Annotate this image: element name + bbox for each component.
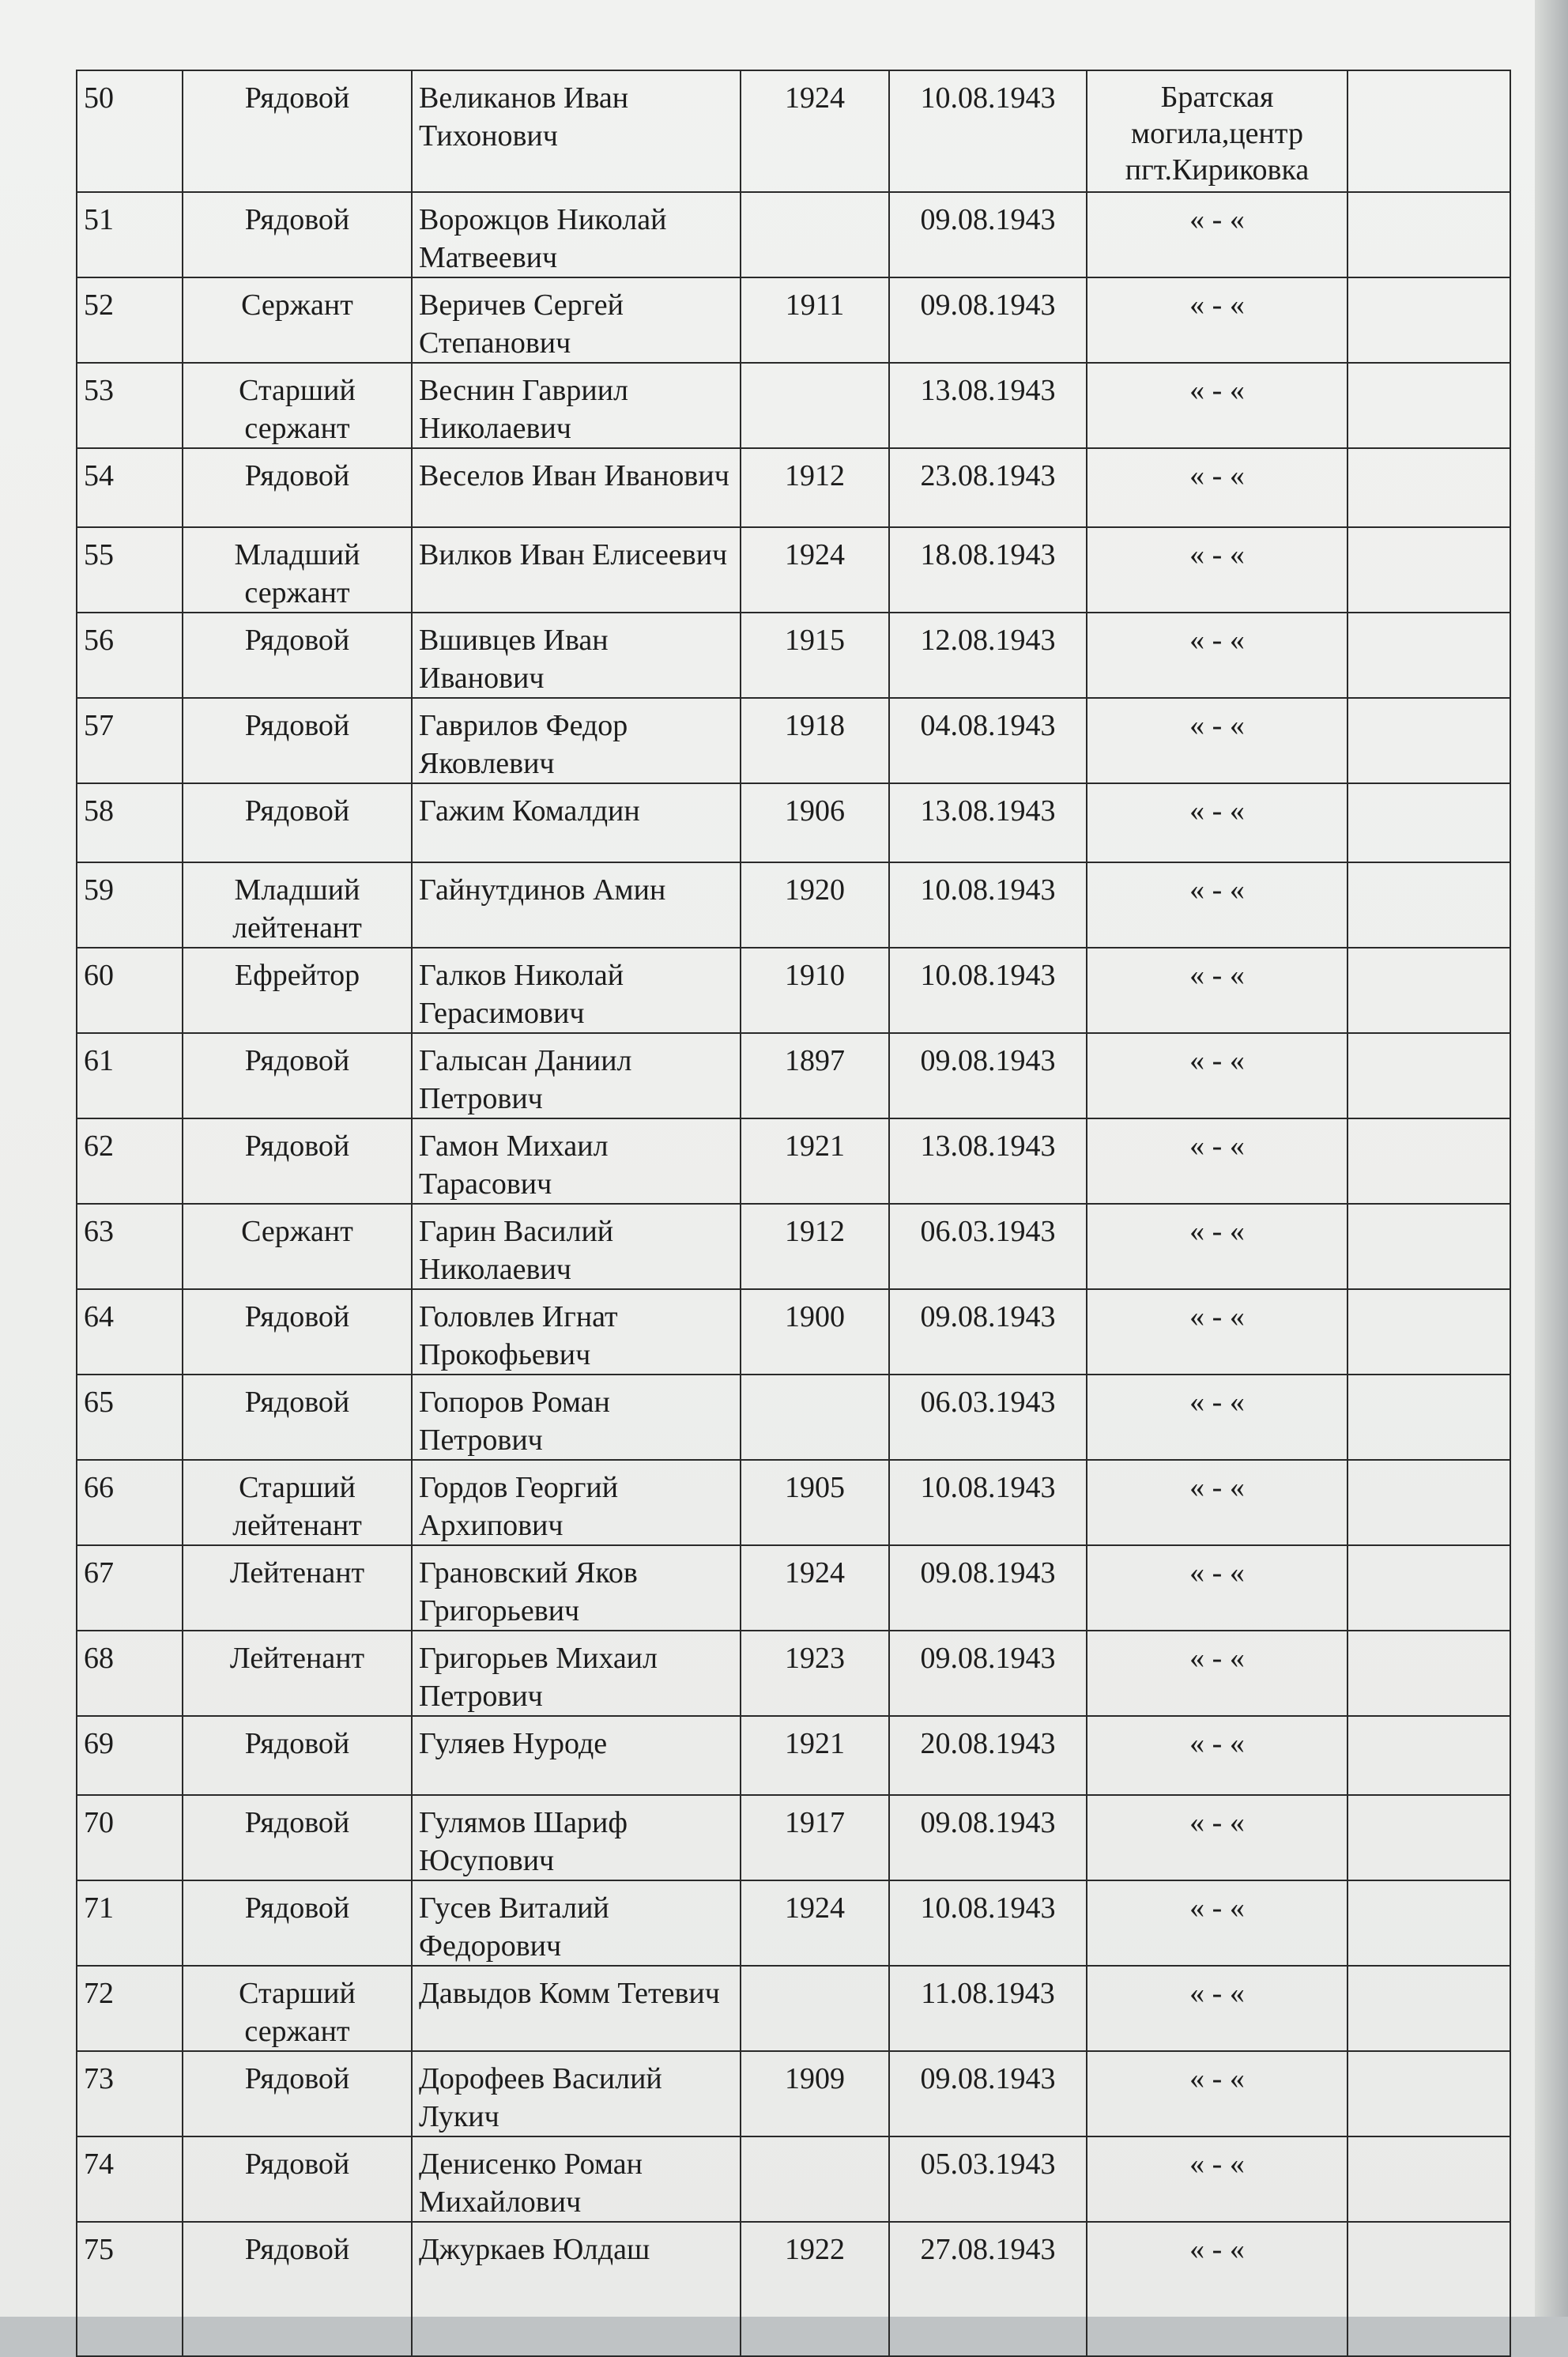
rank-cell: Младший сержант — [183, 527, 412, 613]
row-number: 57 — [77, 698, 183, 783]
notes-cell — [1348, 862, 1510, 948]
notes-cell — [1348, 1880, 1510, 1966]
birth-year-cell: 1924 — [741, 70, 889, 192]
name-cell: Великанов Иван Тихонович — [412, 70, 741, 192]
burial-place-cell: « - « — [1087, 192, 1348, 277]
burial-place-cell: « - « — [1087, 1545, 1348, 1631]
row-number: 71 — [77, 1880, 183, 1966]
rank-cell: Старший лейтенант — [183, 1460, 412, 1545]
notes-cell — [1348, 1631, 1510, 1716]
burial-place-cell: « - « — [1087, 1631, 1348, 1716]
burial-place-cell: « - « — [1087, 862, 1348, 948]
burial-place-cell: « - « — [1087, 613, 1348, 698]
death-date-cell: 10.08.1943 — [889, 70, 1087, 192]
death-date-cell: 05.03.1943 — [889, 2136, 1087, 2222]
death-date-cell: 23.08.1943 — [889, 448, 1087, 527]
death-date-cell: 11.08.1943 — [889, 1966, 1087, 2051]
birth-year-cell: 1924 — [741, 1545, 889, 1631]
notes-cell — [1348, 2136, 1510, 2222]
row-number: 74 — [77, 2136, 183, 2222]
name-cell: Гажим Комалдин — [412, 783, 741, 862]
birth-year-cell: 1923 — [741, 1631, 889, 1716]
notes-cell — [1348, 192, 1510, 277]
death-date-cell: 09.08.1943 — [889, 1795, 1087, 1880]
birth-year-cell: 1917 — [741, 1795, 889, 1880]
table-row — [77, 1460, 1510, 1545]
rank-cell: Рядовой — [183, 1795, 412, 1880]
table-row — [77, 363, 1510, 448]
name-cell: Гопоров Роман Петрович — [412, 1375, 741, 1460]
notes-cell — [1348, 948, 1510, 1033]
rank-cell: Старший сержант — [183, 1966, 412, 2051]
notes-cell — [1348, 1545, 1510, 1631]
notes-cell — [1348, 2222, 1510, 2356]
death-date-cell: 13.08.1943 — [889, 783, 1087, 862]
row-number: 69 — [77, 1716, 183, 1795]
table-row — [77, 1118, 1510, 1204]
row-number: 59 — [77, 862, 183, 948]
row-number: 60 — [77, 948, 183, 1033]
death-date-cell: 13.08.1943 — [889, 1118, 1087, 1204]
rank-cell: Рядовой — [183, 2222, 412, 2356]
birth-year-cell: 1910 — [741, 948, 889, 1033]
birth-year-cell: 1924 — [741, 527, 889, 613]
death-date-cell: 09.08.1943 — [889, 1033, 1087, 1118]
burial-place-cell: « - « — [1087, 1795, 1348, 1880]
rank-cell: Рядовой — [183, 448, 412, 527]
birth-year-cell: 1922 — [741, 2222, 889, 2356]
table-row — [77, 1795, 1510, 1880]
birth-year-cell: 1912 — [741, 448, 889, 527]
burial-place-cell: « - « — [1087, 1880, 1348, 1966]
row-number: 68 — [77, 1631, 183, 1716]
notes-cell — [1348, 1966, 1510, 2051]
table-row — [77, 1033, 1510, 1118]
death-date-cell: 09.08.1943 — [889, 277, 1087, 363]
burial-place-cell: « - « — [1087, 1118, 1348, 1204]
table-row — [77, 1375, 1510, 1460]
notes-cell — [1348, 448, 1510, 527]
burial-place-cell: « - « — [1087, 1716, 1348, 1795]
death-date-cell: 10.08.1943 — [889, 948, 1087, 1033]
birth-year-cell — [741, 2136, 889, 2222]
notes-cell — [1348, 1204, 1510, 1289]
row-number: 52 — [77, 277, 183, 363]
birth-year-cell: 1897 — [741, 1033, 889, 1118]
burial-place-cell: « - « — [1087, 1966, 1348, 2051]
row-number: 66 — [77, 1460, 183, 1545]
rank-cell: Ефрейтор — [183, 948, 412, 1033]
notes-cell — [1348, 1795, 1510, 1880]
table-row — [77, 1966, 1510, 2051]
table-row — [77, 448, 1510, 527]
table-row — [77, 2222, 1510, 2356]
table-row — [77, 192, 1510, 277]
rank-cell: Рядовой — [183, 1880, 412, 1966]
death-date-cell: 09.08.1943 — [889, 1631, 1087, 1716]
rank-cell: Рядовой — [183, 70, 412, 192]
rank-cell: Сержант — [183, 1204, 412, 1289]
rank-cell: Сержант — [183, 277, 412, 363]
name-cell: Ворожцов Николай Матвеевич — [412, 192, 741, 277]
table-row — [77, 613, 1510, 698]
name-cell: Гулямов Шариф Юсупович — [412, 1795, 741, 1880]
notes-cell — [1348, 2051, 1510, 2136]
table-row — [77, 2051, 1510, 2136]
burial-place-cell: « - « — [1087, 948, 1348, 1033]
death-date-cell: 12.08.1943 — [889, 613, 1087, 698]
name-cell: Головлев Игнат Прокофьевич — [412, 1289, 741, 1375]
name-cell: Дорофеев Василий Лукич — [412, 2051, 741, 2136]
name-cell: Веричев Сергей Степанович — [412, 277, 741, 363]
notes-cell — [1348, 1118, 1510, 1204]
burial-place-cell: « - « — [1087, 448, 1348, 527]
burial-list-table — [76, 70, 1511, 2357]
table-row — [77, 527, 1510, 613]
birth-year-cell: 1920 — [741, 862, 889, 948]
death-date-cell: 09.08.1943 — [889, 1545, 1087, 1631]
table-row — [77, 948, 1510, 1033]
name-cell: Веселов Иван Иванович — [412, 448, 741, 527]
notes-cell — [1348, 613, 1510, 698]
table-row — [77, 862, 1510, 948]
table-row — [77, 1631, 1510, 1716]
name-cell: Джуркаев Юлдаш — [412, 2222, 741, 2356]
notes-cell — [1348, 363, 1510, 448]
name-cell: Галысан Даниил Петрович — [412, 1033, 741, 1118]
death-date-cell: 06.03.1943 — [889, 1375, 1087, 1460]
rank-cell: Рядовой — [183, 783, 412, 862]
name-cell: Гарин Василий Николаевич — [412, 1204, 741, 1289]
name-cell: Григорьев Михаил Петрович — [412, 1631, 741, 1716]
row-number: 53 — [77, 363, 183, 448]
rank-cell: Рядовой — [183, 613, 412, 698]
rank-cell: Рядовой — [183, 192, 412, 277]
row-number: 65 — [77, 1375, 183, 1460]
birth-year-cell: 1915 — [741, 613, 889, 698]
table-row — [77, 2136, 1510, 2222]
death-date-cell: 27.08.1943 — [889, 2222, 1087, 2356]
burial-place-cell: « - « — [1087, 698, 1348, 783]
birth-year-cell: 1900 — [741, 1289, 889, 1375]
table-row — [77, 1204, 1510, 1289]
name-cell: Гайнутдинов Амин — [412, 862, 741, 948]
row-number: 61 — [77, 1033, 183, 1118]
notes-cell — [1348, 1460, 1510, 1545]
birth-year-cell: 1912 — [741, 1204, 889, 1289]
name-cell: Гордов Георгий Архипович — [412, 1460, 741, 1545]
rank-cell: Рядовой — [183, 1033, 412, 1118]
notes-cell — [1348, 783, 1510, 862]
burial-place-cell: Братская могила,центр пгт.Кириковка — [1087, 70, 1348, 192]
burial-place-cell: « - « — [1087, 1460, 1348, 1545]
name-cell: Грановский Яков Григорьевич — [412, 1545, 741, 1631]
birth-year-cell: 1905 — [741, 1460, 889, 1545]
row-number: 54 — [77, 448, 183, 527]
notes-cell — [1348, 1033, 1510, 1118]
row-number: 72 — [77, 1966, 183, 2051]
death-date-cell: 06.03.1943 — [889, 1204, 1087, 1289]
birth-year-cell: 1921 — [741, 1716, 889, 1795]
name-cell: Гуляев Нуроде — [412, 1716, 741, 1795]
notes-cell — [1348, 70, 1510, 192]
rank-cell: Старший сержант — [183, 363, 412, 448]
burial-place-cell: « - « — [1087, 1289, 1348, 1375]
burial-place-cell: « - « — [1087, 1375, 1348, 1460]
burial-place-cell: « - « — [1087, 277, 1348, 363]
notes-cell — [1348, 1716, 1510, 1795]
birth-year-cell: 1906 — [741, 783, 889, 862]
rank-cell: Рядовой — [183, 1716, 412, 1795]
burial-place-cell: « - « — [1087, 2222, 1348, 2356]
row-number: 63 — [77, 1204, 183, 1289]
burial-place-cell: « - « — [1087, 2051, 1348, 2136]
row-number: 62 — [77, 1118, 183, 1204]
rank-cell: Младший лейтенант — [183, 862, 412, 948]
rank-cell: Рядовой — [183, 1118, 412, 1204]
burial-place-cell: « - « — [1087, 1204, 1348, 1289]
burial-place-cell: « - « — [1087, 363, 1348, 448]
row-number: 73 — [77, 2051, 183, 2136]
notes-cell — [1348, 527, 1510, 613]
row-number: 58 — [77, 783, 183, 862]
birth-year-cell: 1918 — [741, 698, 889, 783]
table-row — [77, 70, 1510, 192]
death-date-cell: 10.08.1943 — [889, 862, 1087, 948]
death-date-cell: 10.08.1943 — [889, 1880, 1087, 1966]
table-row — [77, 1880, 1510, 1966]
rank-cell: Рядовой — [183, 2136, 412, 2222]
notes-cell — [1348, 1375, 1510, 1460]
table-row — [77, 1716, 1510, 1795]
death-date-cell: 13.08.1943 — [889, 363, 1087, 448]
row-number: 75 — [77, 2222, 183, 2356]
name-cell: Давыдов Комм Тетевич — [412, 1966, 741, 2051]
birth-year-cell — [741, 1966, 889, 2051]
paper-edge-shadow — [1535, 0, 1568, 2317]
death-date-cell: 04.08.1943 — [889, 698, 1087, 783]
death-date-cell: 09.08.1943 — [889, 192, 1087, 277]
birth-year-cell: 1924 — [741, 1880, 889, 1966]
rank-cell: Лейтенант — [183, 1631, 412, 1716]
rank-cell: Рядовой — [183, 2051, 412, 2136]
table-row — [77, 1289, 1510, 1375]
birth-year-cell: 1921 — [741, 1118, 889, 1204]
death-date-cell: 20.08.1943 — [889, 1716, 1087, 1795]
burial-place-cell: « - « — [1087, 1033, 1348, 1118]
rank-cell: Лейтенант — [183, 1545, 412, 1631]
row-number: 67 — [77, 1545, 183, 1631]
name-cell: Гусев Виталий Федорович — [412, 1880, 741, 1966]
name-cell: Гаврилов Федор Яковлевич — [412, 698, 741, 783]
rank-cell: Рядовой — [183, 1375, 412, 1460]
table-row — [77, 698, 1510, 783]
table-row — [77, 1545, 1510, 1631]
rank-cell: Рядовой — [183, 1289, 412, 1375]
row-number: 56 — [77, 613, 183, 698]
burial-place-cell: « - « — [1087, 2136, 1348, 2222]
notes-cell — [1348, 277, 1510, 363]
birth-year-cell — [741, 192, 889, 277]
name-cell: Веснин Гавриил Николаевич — [412, 363, 741, 448]
table-row — [77, 277, 1510, 363]
death-date-cell: 10.08.1943 — [889, 1460, 1087, 1545]
burial-place-cell: « - « — [1087, 783, 1348, 862]
row-number: 55 — [77, 527, 183, 613]
burial-place-cell: « - « — [1087, 527, 1348, 613]
table-row — [77, 783, 1510, 862]
name-cell: Вилков Иван Елисеевич — [412, 527, 741, 613]
name-cell: Галков Николай Герасимович — [412, 948, 741, 1033]
death-date-cell: 09.08.1943 — [889, 1289, 1087, 1375]
rank-cell: Рядовой — [183, 698, 412, 783]
birth-year-cell: 1911 — [741, 277, 889, 363]
birth-year-cell — [741, 1375, 889, 1460]
row-number: 51 — [77, 192, 183, 277]
row-number: 64 — [77, 1289, 183, 1375]
name-cell: Гамон Михаил Тарасович — [412, 1118, 741, 1204]
notes-cell — [1348, 1289, 1510, 1375]
notes-cell — [1348, 698, 1510, 783]
death-date-cell: 09.08.1943 — [889, 2051, 1087, 2136]
birth-year-cell: 1909 — [741, 2051, 889, 2136]
name-cell: Денисенко Роман Михайлович — [412, 2136, 741, 2222]
death-date-cell: 18.08.1943 — [889, 527, 1087, 613]
birth-year-cell — [741, 363, 889, 448]
row-number: 70 — [77, 1795, 183, 1880]
row-number: 50 — [77, 70, 183, 192]
name-cell: Вшивцев Иван Иванович — [412, 613, 741, 698]
